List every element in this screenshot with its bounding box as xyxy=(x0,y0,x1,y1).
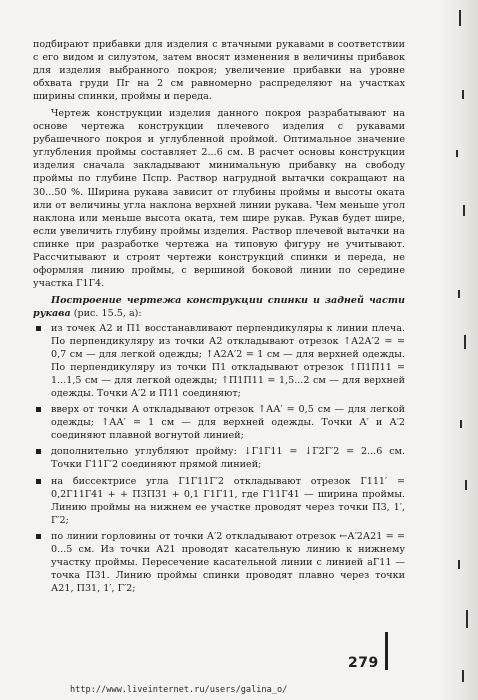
bullet-square-icon xyxy=(36,407,41,412)
bullet-square-icon xyxy=(36,326,41,331)
binding-mark xyxy=(456,150,458,157)
binding-mark xyxy=(462,90,464,99)
binding-mark xyxy=(458,290,460,298)
list-item xyxy=(33,475,405,527)
binding-mark xyxy=(466,610,468,628)
bullet-square-icon xyxy=(36,534,41,539)
step-list xyxy=(33,322,405,595)
list-item xyxy=(33,322,405,400)
binding-mark xyxy=(459,10,461,26)
watermark-url: http://www.liveinternet.ru/users/galina_o/ xyxy=(70,685,288,695)
section-heading xyxy=(33,294,405,320)
list-item-text: по линии горловины от точки А′2 откладывают отрезок ←А′2А21 = = 0...5 см. Из точки А21 проводят касательную линию к нижнему участку проймы. Пересечение касательной линии с линией аГ11 — точка П31. Линию проймы спинки проводят плавно через точки А21, П31, 1′, Г′2; xyxy=(51,530,405,594)
page-text xyxy=(33,38,405,598)
bullet-square-icon xyxy=(36,479,41,484)
list-item xyxy=(33,403,405,442)
binding-mark xyxy=(464,335,466,349)
binding-mark xyxy=(458,560,460,569)
page-number-rule xyxy=(385,632,388,670)
page-number: 279 xyxy=(348,655,379,671)
list-item-text: вверх от точки А откладывают отрезок ↑АА′ = 0,5 см — для легкой одежды; ↑АА′ = 1 см — для верхней одежды. Точки А′ и А′2 соединяют плавной вогнутой линией; xyxy=(51,404,405,442)
list-item xyxy=(33,530,405,595)
list-item xyxy=(33,445,405,471)
section-heading-figure-ref: (рис. 15.5, а): xyxy=(70,307,142,319)
paragraph-1: подбирают прибавки для изделия с втачными рукавами в соответствии с его видом и силуэтом, затем вносят изменения в величины прибавок для изделия выбранного покроя; увеличение прибавки на уровне обхвата груди Пг на 2 см равномерно распределяют на участках ширины спинки, проймы и переда. xyxy=(33,39,405,103)
binding-mark xyxy=(460,420,462,428)
paragraph-2: Чертеж конструкции изделия данного покроя разрабатывают на основе чертежа конструкции плечевого изделия с рукавами рубашечного покроя и углубленной проймой. Оптимальное значение углубления проймы составляет 2...6 см. В расчет основы конструкции изделия сначала закладывают минимальную прибавку на свободу проймы по глубине Пспр. Раствор нагрудной вытачки сокращают на 30...50 %. Ширина рукава зависит от глубины проймы и высоты оката или от величины угла наклона верхней линии рукава. Чем меньше угол наклона или меньше высота оката, тем шире рукав. Рукав будет шире, если увеличить глубину проймы изделия. Раствор плечевой вытачки на спинке при разработке чертежа на типовую фигуру не учитывают. Рассчитывают и строят чертежи конструкций спинки и переда, не оформляя линию проймы, с вершиной боковой линии по середине участка Г1Г4. xyxy=(33,108,405,289)
binding-mark xyxy=(462,670,464,682)
list-item-text: дополнительно углубляют пройму: ↓Г1Г11 = ↓Г2Г′2 = 2...6 см. Точки Г11Г′2 соединяют прямой линией; xyxy=(51,446,405,471)
binding-mark xyxy=(465,480,467,490)
list-item-text: из точек А2 и П1 восстанавливают перпендикуляры к линии плеча. По перпендикуляру из точки А2 откладывают отрезок ↑А2А′2 = = 0,7 см — для легкой одежды; ↑А2А′2 = 1 см — для верхней одежды. По перпендикуляру из точки П1 откладывают отрезок ↑П1П11 = 1...1,5 см — для легкой одежды; ↑П1П11 = 1,5...2 см — для верхней одежды. Точки А′2 и П11 соединяют; xyxy=(51,322,405,400)
page-binding-edge xyxy=(440,0,478,700)
list-item-text: на биссектрисе угла Г1Г11Г′2 откладывают отрезок Г111′ = 0,2Г11Г41 + + П3П31 + 0,1 Г1Г11, где Г11Г41 — ширина проймы. Линию проймы на нижнем ее участке проводят через точки П3, 1′, Г′2; xyxy=(51,475,405,526)
binding-mark xyxy=(463,205,465,216)
section-heading-bold: Построение чертежа конструкции спинки и задней части рукава xyxy=(33,294,405,319)
bullet-square-icon xyxy=(36,449,41,454)
